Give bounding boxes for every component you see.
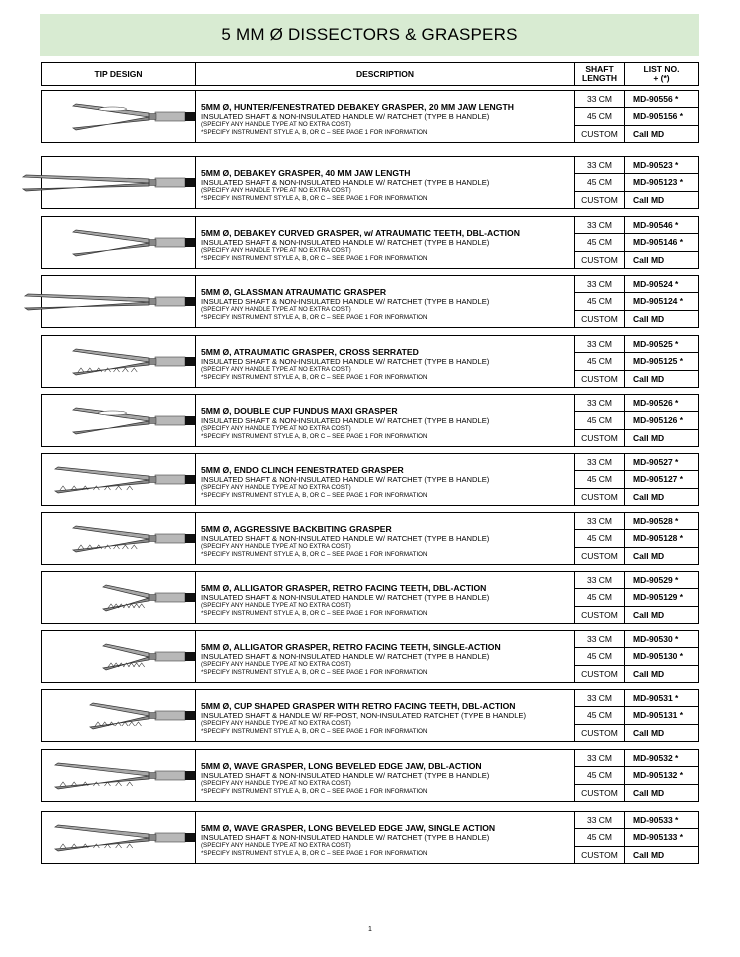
cup-retro-grasper-icon <box>87 690 195 742</box>
product-title: 5MM Ø, CUP SHAPED GRASPER WITH RETRO FACING TEETH, DBL-ACTION <box>201 701 516 711</box>
shaft-length-cell <box>575 812 625 863</box>
table-header <box>41 62 699 86</box>
shaft-length-cell <box>575 454 625 505</box>
list-number-value: MD-90529 * <box>625 572 698 589</box>
tip-design-cell <box>42 157 196 208</box>
list-number-value: Call MD <box>633 491 665 502</box>
product-handle-spec: INSULATED SHAFT & NON-INSULATED HANDLE W/ RATCHET (TYPE B HANDLE) <box>201 178 490 187</box>
description-cell <box>196 513 575 564</box>
list-number-value: MD-905128 * <box>625 530 698 547</box>
tip-design-cell <box>42 395 196 446</box>
product-handle-spec: INSULATED SHAFT & NON-INSULATED HANDLE W/ RATCHET (TYPE B HANDLE) <box>201 771 490 780</box>
product-style-note: *SPECIFY INSTRUMENT STYLE A, B, OR C – SEE PAGE 1 FOR INFORMATION <box>201 669 428 676</box>
list-number-value: MD-905125 * <box>625 353 698 370</box>
product-style-note: *SPECIFY INSTRUMENT STYLE A, B, OR C – SEE PAGE 1 FOR INFORMATION <box>201 314 428 321</box>
header-list-no <box>625 63 698 85</box>
list-number-value: MD-90526 * <box>625 395 698 412</box>
list-number-cell <box>625 513 698 564</box>
shaft-length-value: 45 CM <box>575 707 624 724</box>
list-number-cell <box>625 812 698 863</box>
description-cell <box>196 631 575 682</box>
product-row <box>41 275 699 328</box>
product-handle-spec: INSULATED SHAFT & NON-INSULATED HANDLE W/ RATCHET (TYPE B HANDLE) <box>201 357 490 366</box>
tip-design-cell <box>42 631 196 682</box>
shaft-length-cell <box>575 750 625 801</box>
shaft-length-value: 45 CM <box>575 108 624 125</box>
product-row <box>41 571 699 624</box>
shaft-length-value: CUSTOM <box>581 194 618 205</box>
description-cell <box>196 812 575 863</box>
tip-design-cell <box>42 812 196 863</box>
product-row <box>41 216 699 269</box>
tip-design-cell <box>42 690 196 741</box>
product-title: 5MM Ø, WAVE GRASPER, LONG BEVELED EDGE JAW, SINGLE ACTION <box>201 823 496 833</box>
list-number-value: MD-90523 * <box>625 157 698 174</box>
list-number-value: Call MD <box>633 787 665 798</box>
product-style-note: *SPECIFY INSTRUMENT STYLE A, B, OR C – SEE PAGE 1 FOR INFORMATION <box>201 788 428 795</box>
product-style-note: *SPECIFY INSTRUMENT STYLE A, B, OR C – SEE PAGE 1 FOR INFORMATION <box>201 551 428 558</box>
product-handle-note: (SPECIFY ANY HANDLE TYPE AT NO EXTRA COST) <box>201 602 351 609</box>
shaft-length-value: CUSTOM <box>581 787 618 798</box>
description-cell <box>196 276 575 327</box>
shaft-length-value: 33 CM <box>575 690 624 707</box>
product-title: 5MM Ø, DEBAKEY GRASPER, 40 MM JAW LENGTH <box>201 168 411 178</box>
shaft-length-cell <box>575 336 625 387</box>
shaft-length-value: 45 CM <box>575 234 624 251</box>
shaft-length-value: 45 CM <box>575 829 624 846</box>
list-number-cell <box>625 276 698 327</box>
list-number-cell <box>625 157 698 208</box>
shaft-length-value: CUSTOM <box>581 849 618 860</box>
shaft-length-value: 45 CM <box>575 530 624 547</box>
shaft-length-cell <box>575 513 625 564</box>
shaft-length-value: 45 CM <box>575 412 624 429</box>
product-title: 5MM Ø, ALLIGATOR GRASPER, RETRO FACING TEETH, SINGLE-ACTION <box>201 642 501 652</box>
product-row <box>41 453 699 506</box>
debakey-grasper-icon <box>20 157 195 209</box>
tip-design-cell <box>42 217 196 268</box>
list-number-value: MD-90531 * <box>625 690 698 707</box>
list-number-value: MD-90556 * <box>625 91 698 108</box>
shaft-length-cell <box>575 395 625 446</box>
product-title: 5MM Ø, AGGRESSIVE BACKBITING GRASPER <box>201 524 392 534</box>
alligator-dbl-grasper-icon <box>100 572 195 624</box>
list-number-value: Call MD <box>633 373 665 384</box>
list-number-value: MD-905130 * <box>625 648 698 665</box>
list-number-value: Call MD <box>633 668 665 679</box>
product-handle-note: (SPECIFY ANY HANDLE TYPE AT NO EXTRA COST) <box>201 780 351 787</box>
list-number-value: MD-90530 * <box>625 631 698 648</box>
shaft-length-value: 33 CM <box>575 513 624 530</box>
wave-dbl-grasper-icon <box>52 750 195 802</box>
shaft-length-value: 33 CM <box>575 750 624 767</box>
shaft-length-value: CUSTOM <box>581 491 618 502</box>
list-number-value: Call MD <box>633 609 665 620</box>
product-title: 5MM Ø, HUNTER/FENESTRATED DEBAKEY GRASPER, 20 MM JAW LENGTH <box>201 102 514 112</box>
product-handle-spec: INSULATED SHAFT & NON-INSULATED HANDLE W/ RATCHET (TYPE B HANDLE) <box>201 238 490 247</box>
header-description: DESCRIPTION <box>196 63 575 85</box>
product-handle-spec: INSULATED SHAFT & HANDLE W/ RF-POST, NON-INSULATED RATCHET (TYPE B HANDLE) <box>201 711 527 720</box>
description-cell <box>196 157 575 208</box>
product-row <box>41 512 699 565</box>
debakey-curved-grasper-icon <box>70 217 195 269</box>
tip-design-cell <box>42 513 196 564</box>
product-row <box>41 630 699 683</box>
product-row <box>41 749 699 802</box>
list-number-value: MD-905146 * <box>625 234 698 251</box>
list-number-value: MD-90533 * <box>625 812 698 829</box>
description-cell <box>196 454 575 505</box>
description-cell <box>196 217 575 268</box>
description-cell <box>196 91 575 142</box>
header-list-line1: LIST NO. <box>643 64 680 74</box>
product-row <box>41 90 699 143</box>
list-number-cell <box>625 690 698 741</box>
list-number-value: Call MD <box>633 194 665 205</box>
shaft-length-value: 45 CM <box>575 471 624 488</box>
product-title: 5MM Ø, DOUBLE CUP FUNDUS MAXI GRASPER <box>201 406 398 416</box>
shaft-length-value: 33 CM <box>575 336 624 353</box>
product-handle-note: (SPECIFY ANY HANDLE TYPE AT NO EXTRA COST) <box>201 366 351 373</box>
product-handle-spec: INSULATED SHAFT & NON-INSULATED HANDLE W/ RATCHET (TYPE B HANDLE) <box>201 534 490 543</box>
tip-design-cell <box>42 750 196 801</box>
shaft-length-value: 33 CM <box>575 395 624 412</box>
tip-design-cell <box>42 91 196 142</box>
product-style-note: *SPECIFY INSTRUMENT STYLE A, B, OR C – SEE PAGE 1 FOR INFORMATION <box>201 195 428 202</box>
list-number-value: MD-905127 * <box>625 471 698 488</box>
description-cell <box>196 690 575 741</box>
product-title: 5MM Ø, GLASSMAN ATRAUMATIC GRASPER <box>201 287 387 297</box>
product-style-note: *SPECIFY INSTRUMENT STYLE A, B, OR C – SEE PAGE 1 FOR INFORMATION <box>201 610 428 617</box>
shaft-length-cell <box>575 276 625 327</box>
product-style-note: *SPECIFY INSTRUMENT STYLE A, B, OR C – SEE PAGE 1 FOR INFORMATION <box>201 492 428 499</box>
list-number-value: MD-905124 * <box>625 293 698 310</box>
shaft-length-value: 45 CM <box>575 589 624 606</box>
product-handle-note: (SPECIFY ANY HANDLE TYPE AT NO EXTRA COST) <box>201 121 351 128</box>
product-row <box>41 394 699 447</box>
list-number-value: MD-905131 * <box>625 707 698 724</box>
list-number-value: Call MD <box>633 849 665 860</box>
product-row <box>41 811 699 864</box>
header-shaft-length <box>575 63 625 85</box>
description-cell <box>196 750 575 801</box>
alligator-single-grasper-icon <box>100 631 195 683</box>
shaft-length-value: CUSTOM <box>581 254 618 265</box>
tip-design-cell <box>42 454 196 505</box>
shaft-length-value: 33 CM <box>575 572 624 589</box>
backbiting-grasper-icon <box>70 513 195 565</box>
product-handle-note: (SPECIFY ANY HANDLE TYPE AT NO EXTRA COST) <box>201 720 351 727</box>
shaft-length-value: CUSTOM <box>581 550 618 561</box>
list-number-value: MD-90524 * <box>625 276 698 293</box>
list-number-value: Call MD <box>633 128 665 139</box>
list-number-value: MD-905133 * <box>625 829 698 846</box>
list-number-value: MD-905123 * <box>625 174 698 191</box>
description-cell <box>196 572 575 623</box>
tip-design-cell <box>42 336 196 387</box>
product-row <box>41 335 699 388</box>
glassman-grasper-icon <box>22 276 195 328</box>
wave-single-grasper-icon <box>52 812 195 864</box>
list-number-value: Call MD <box>633 432 665 443</box>
list-number-value: MD-90528 * <box>625 513 698 530</box>
shaft-length-value: 33 CM <box>575 276 624 293</box>
shaft-length-value: 33 CM <box>575 91 624 108</box>
header-shaft-line1: SHAFT <box>585 64 614 74</box>
product-title: 5MM Ø, WAVE GRASPER, LONG BEVELED EDGE JAW, DBL-ACTION <box>201 761 482 771</box>
product-handle-note: (SPECIFY ANY HANDLE TYPE AT NO EXTRA COST) <box>201 247 351 254</box>
shaft-length-value: 33 CM <box>575 454 624 471</box>
shaft-length-value: CUSTOM <box>581 432 618 443</box>
product-handle-note: (SPECIFY ANY HANDLE TYPE AT NO EXTRA COST) <box>201 484 351 491</box>
product-style-note: *SPECIFY INSTRUMENT STYLE A, B, OR C – SEE PAGE 1 FOR INFORMATION <box>201 129 428 136</box>
product-title: 5MM Ø, ATRAUMATIC GRASPER, CROSS SERRATED <box>201 347 419 357</box>
header-shaft-line2: LENGTH <box>582 73 617 83</box>
product-style-note: *SPECIFY INSTRUMENT STYLE A, B, OR C – SEE PAGE 1 FOR INFORMATION <box>201 255 428 262</box>
shaft-length-value: 33 CM <box>575 631 624 648</box>
product-row <box>41 689 699 742</box>
shaft-length-cell <box>575 91 625 142</box>
product-style-note: *SPECIFY INSTRUMENT STYLE A, B, OR C – SEE PAGE 1 FOR INFORMATION <box>201 728 428 735</box>
page-title-bar <box>40 14 699 56</box>
page-number: 1 <box>368 926 372 933</box>
shaft-length-cell <box>575 157 625 208</box>
description-cell <box>196 395 575 446</box>
list-number-cell <box>625 631 698 682</box>
product-handle-note: (SPECIFY ANY HANDLE TYPE AT NO EXTRA COST) <box>201 306 351 313</box>
list-number-value: MD-905126 * <box>625 412 698 429</box>
shaft-length-value: CUSTOM <box>581 727 618 738</box>
product-handle-spec: INSULATED SHAFT & NON-INSULATED HANDLE W/ RATCHET (TYPE B HANDLE) <box>201 416 490 425</box>
shaft-length-value: 45 CM <box>575 353 624 370</box>
product-handle-note: (SPECIFY ANY HANDLE TYPE AT NO EXTRA COST) <box>201 842 351 849</box>
endo-clinch-grasper-icon <box>52 454 195 506</box>
list-number-value: Call MD <box>633 313 665 324</box>
list-number-cell <box>625 336 698 387</box>
product-style-note: *SPECIFY INSTRUMENT STYLE A, B, OR C – SEE PAGE 1 FOR INFORMATION <box>201 850 428 857</box>
header-tip-design: TIP DESIGN <box>42 63 196 85</box>
shaft-length-value: 45 CM <box>575 293 624 310</box>
page-title: 5 MM Ø DISSECTORS & GRASPERS <box>221 25 518 44</box>
product-style-note: *SPECIFY INSTRUMENT STYLE A, B, OR C – SEE PAGE 1 FOR INFORMATION <box>201 374 428 381</box>
list-number-cell <box>625 572 698 623</box>
double-cup-grasper-icon <box>70 395 195 447</box>
description-cell <box>196 336 575 387</box>
list-number-value: MD-905132 * <box>625 767 698 784</box>
list-number-value: MD-905129 * <box>625 589 698 606</box>
list-number-value: MD-90546 * <box>625 217 698 234</box>
cross-serrated-grasper-icon <box>70 336 195 388</box>
shaft-length-value: 33 CM <box>575 217 624 234</box>
product-style-note: *SPECIFY INSTRUMENT STYLE A, B, OR C – SEE PAGE 1 FOR INFORMATION <box>201 433 428 440</box>
list-number-cell <box>625 395 698 446</box>
list-number-cell <box>625 91 698 142</box>
list-number-cell <box>625 217 698 268</box>
shaft-length-cell <box>575 572 625 623</box>
product-handle-spec: INSULATED SHAFT & NON-INSULATED HANDLE W/ RATCHET (TYPE B HANDLE) <box>201 475 490 484</box>
shaft-length-value: CUSTOM <box>581 128 618 139</box>
shaft-length-value: 33 CM <box>575 812 624 829</box>
product-handle-spec: INSULATED SHAFT & NON-INSULATED HANDLE W/ RATCHET (TYPE B HANDLE) <box>201 297 490 306</box>
shaft-length-value: CUSTOM <box>581 668 618 679</box>
product-title: 5MM Ø, DEBAKEY CURVED GRASPER, w/ ATRAUMATIC TEETH, DBL-ACTION <box>201 228 520 238</box>
product-handle-spec: INSULATED SHAFT & NON-INSULATED HANDLE W/ RATCHET (TYPE B HANDLE) <box>201 833 490 842</box>
list-number-value: Call MD <box>633 727 665 738</box>
shaft-length-value: 45 CM <box>575 174 624 191</box>
product-handle-note: (SPECIFY ANY HANDLE TYPE AT NO EXTRA COST) <box>201 187 351 194</box>
product-handle-note: (SPECIFY ANY HANDLE TYPE AT NO EXTRA COST) <box>201 425 351 432</box>
list-number-cell <box>625 454 698 505</box>
header-list-line2: + (*) <box>653 73 670 83</box>
list-number-value: MD-905156 * <box>625 108 698 125</box>
product-handle-note: (SPECIFY ANY HANDLE TYPE AT NO EXTRA COST) <box>201 661 351 668</box>
product-handle-spec: INSULATED SHAFT & NON-INSULATED HANDLE W/ RATCHET (TYPE B HANDLE) <box>201 112 490 121</box>
product-row <box>41 156 699 209</box>
product-title: 5MM Ø, ENDO CLINCH FENESTRATED GRASPER <box>201 465 404 475</box>
product-handle-spec: INSULATED SHAFT & NON-INSULATED HANDLE W/ RATCHET (TYPE B HANDLE) <box>201 652 490 661</box>
shaft-length-value: CUSTOM <box>581 373 618 384</box>
shaft-length-cell <box>575 631 625 682</box>
list-number-cell <box>625 750 698 801</box>
tip-design-cell <box>42 572 196 623</box>
product-handle-spec: INSULATED SHAFT & NON-INSULATED HANDLE W/ RATCHET (TYPE B HANDLE) <box>201 593 490 602</box>
product-handle-note: (SPECIFY ANY HANDLE TYPE AT NO EXTRA COST) <box>201 543 351 550</box>
list-number-value: Call MD <box>633 550 665 561</box>
product-title: 5MM Ø, ALLIGATOR GRASPER, RETRO FACING TEETH, DBL-ACTION <box>201 583 487 593</box>
shaft-length-value: 33 CM <box>575 157 624 174</box>
shaft-length-cell <box>575 217 625 268</box>
shaft-length-value: 45 CM <box>575 767 624 784</box>
list-number-value: MD-90527 * <box>625 454 698 471</box>
shaft-length-value: CUSTOM <box>581 313 618 324</box>
list-number-value: MD-90532 * <box>625 750 698 767</box>
shaft-length-value: CUSTOM <box>581 609 618 620</box>
shaft-length-value: 45 CM <box>575 648 624 665</box>
shaft-length-cell <box>575 690 625 741</box>
list-number-value: Call MD <box>633 254 665 265</box>
tip-design-cell <box>42 276 196 327</box>
hunter-fenestrated-grasper-icon <box>70 91 195 143</box>
list-number-value: MD-90525 * <box>625 336 698 353</box>
